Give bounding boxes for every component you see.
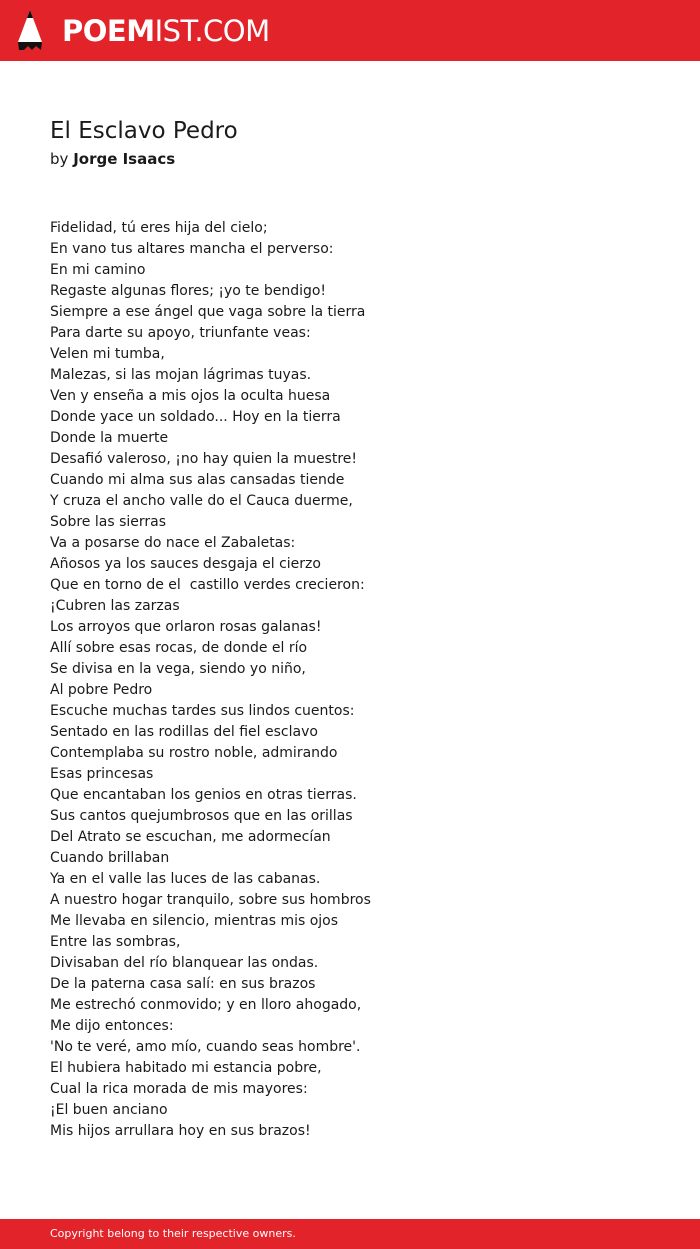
poem-line: Ya en el valle las luces de las cabanas. bbox=[50, 871, 321, 887]
site-logo[interactable] bbox=[62, 13, 270, 49]
poem-line: En mi camino bbox=[50, 262, 146, 278]
by-label: by bbox=[50, 150, 69, 168]
poem-line: Fidelidad, tú eres hija del cielo; bbox=[50, 220, 268, 236]
poem-line: De la paterna casa salí: en sus brazos bbox=[50, 976, 316, 992]
poem-line: Del Atrato se escuchan, me adormecían bbox=[50, 829, 331, 845]
logo-bold-text: POEM bbox=[62, 14, 155, 48]
poem-body bbox=[50, 218, 670, 1142]
poem-line: Entre las sombras, bbox=[50, 934, 181, 950]
poem-line: Que en torno de el castillo verdes crecieron: bbox=[50, 577, 365, 593]
poem-line: Velen mi tumba, bbox=[50, 346, 165, 362]
poem-line: Me estrechó conmovido; y en lloro ahogado, bbox=[50, 997, 362, 1013]
poem-line: ¡El buen anciano bbox=[50, 1102, 168, 1118]
poem-line: Me dijo entonces: bbox=[50, 1018, 174, 1034]
logo-light-text: IST.COM bbox=[154, 14, 270, 48]
poem-line: Donde la muerte bbox=[50, 430, 169, 446]
byline bbox=[50, 148, 175, 170]
poem-line: Siempre a ese ángel que vaga sobre la tierra bbox=[50, 304, 366, 320]
poem-line: Añosos ya los sauces desgaja el cierzo bbox=[50, 556, 321, 572]
poem-line: Mis hijos arrullara hoy en sus brazos! bbox=[50, 1123, 311, 1139]
poem-line: Allí sobre esas rocas, de donde el río bbox=[50, 640, 308, 656]
copyright-text: Copyright belong to their respective owners. bbox=[50, 1227, 296, 1240]
poem-line: Esas princesas bbox=[50, 766, 154, 782]
poem-line: Sus cantos quejumbrosos que en las orillas bbox=[50, 808, 353, 824]
poem-line: Que encantaban los genios en otras tierras. bbox=[50, 787, 357, 803]
poem-line: Regaste algunas flores; ¡yo te bendigo! bbox=[50, 283, 327, 299]
poem-line: Me llevaba en silencio, mientras mis ojos bbox=[50, 913, 339, 929]
poem-line: Va a posarse do nace el Zabaletas: bbox=[50, 535, 296, 551]
poem-line: ¡Cubren las zarzas bbox=[50, 598, 180, 614]
poem-line: Sobre las sierras bbox=[50, 514, 166, 530]
pencil-logo-icon[interactable] bbox=[17, 8, 43, 52]
poem-line: Contemplaba su rostro noble, admirando bbox=[50, 745, 338, 761]
poem-line: Divisaban del río blanquear las ondas. bbox=[50, 955, 319, 971]
poem-line: En vano tus altares mancha el perverso: bbox=[50, 241, 334, 257]
poem-line: Y cruza el ancho valle do el Cauca duerme, bbox=[50, 493, 353, 509]
poem-line: Escuche muchas tardes sus lindos cuentos: bbox=[50, 703, 355, 719]
site-footer bbox=[0, 1219, 700, 1249]
author-name: Jorge Isaacs bbox=[73, 150, 176, 168]
poem-line: Cuando mi alma sus alas cansadas tiende bbox=[50, 472, 345, 488]
poem-line: Para darte su apoyo, triunfante veas: bbox=[50, 325, 311, 341]
poem-title: El Esclavo Pedro bbox=[50, 118, 238, 144]
poem-line: Al pobre Pedro bbox=[50, 682, 153, 698]
poem-line: Donde yace un soldado... Hoy en la tierra bbox=[50, 409, 341, 425]
poem-line: A nuestro hogar tranquilo, sobre sus hombros bbox=[50, 892, 371, 908]
poem-line: El hubiera habitado mi estancia pobre, bbox=[50, 1060, 322, 1076]
poem-line: Cuando brillaban bbox=[50, 850, 170, 866]
poem-line: 'No te veré, amo mío, cuando seas hombre'. bbox=[50, 1039, 361, 1055]
poem-line: Cual la rica morada de mis mayores: bbox=[50, 1081, 308, 1097]
poem-line: Se divisa en la vega, siendo yo niño, bbox=[50, 661, 306, 677]
poem-line: Malezas, si las mojan lágrimas tuyas. bbox=[50, 367, 312, 383]
site-header bbox=[0, 0, 700, 61]
poem-line: Sentado en las rodillas del fiel esclavo bbox=[50, 724, 318, 740]
poem-line: Desafió valeroso, ¡no hay quien la muestre! bbox=[50, 451, 358, 467]
poem-line: Los arroyos que orlaron rosas galanas! bbox=[50, 619, 322, 635]
poem-line: Ven y enseña a mis ojos la oculta huesa bbox=[50, 388, 331, 404]
